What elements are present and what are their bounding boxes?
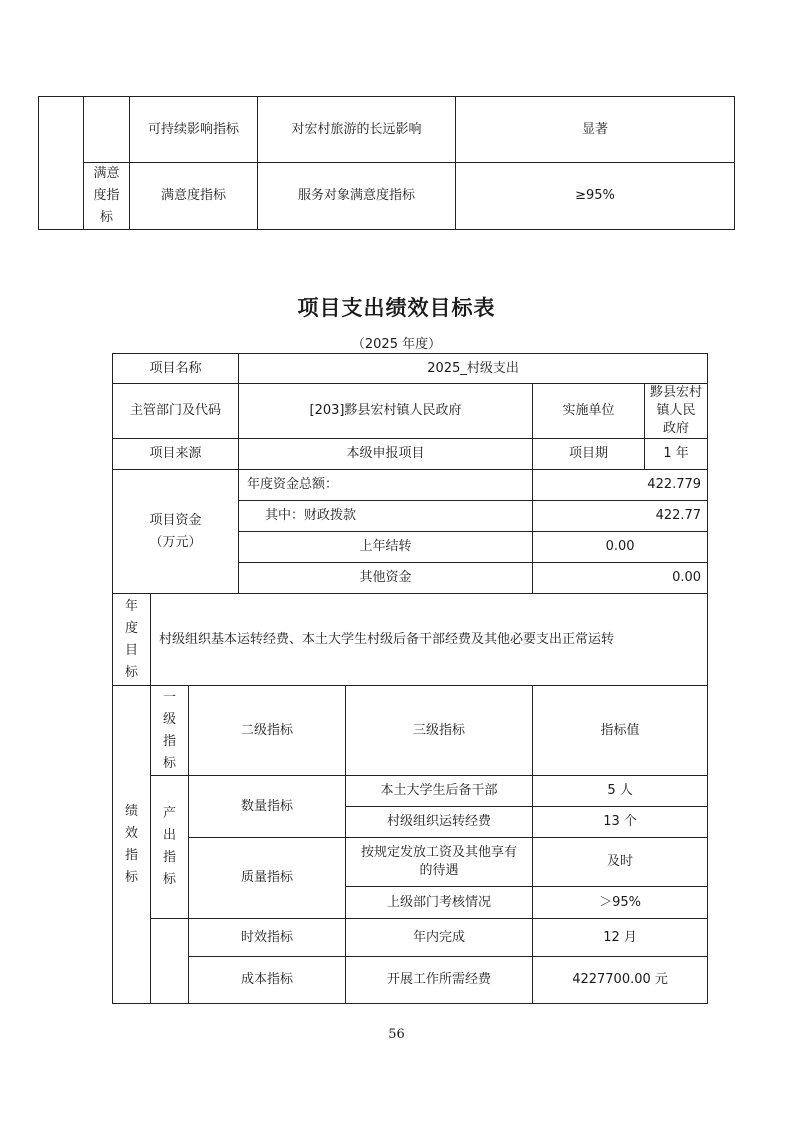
project-name-label: 项目名称 (113, 354, 239, 384)
indicator-name: 村级组织运转经费 (346, 807, 533, 838)
project-name-value: 2025_村级支出 (239, 354, 708, 384)
source-label: 项目来源 (113, 439, 239, 470)
dept-label: 主管部门及代码 (113, 384, 239, 439)
level1-header: 一 级 指 标 (151, 686, 189, 776)
level3-header: 三级指标 (346, 686, 533, 776)
fiscal-value: 422.77 (533, 501, 708, 532)
indicator-value: ＞95% (533, 887, 708, 919)
fiscal-label: 其中：财政拨款 (239, 501, 533, 532)
level2-header: 二级指标 (189, 686, 346, 776)
carryover-label: 上年结转 (239, 532, 533, 563)
annual-goal-text: 村级组织基本运转经费、本土大学生村级后备干部经费及其他必要支出正常运转 (151, 594, 708, 686)
period-label: 项目期 (533, 439, 645, 470)
indicator-level2: 满意度指标 (130, 163, 258, 230)
page-number: 56 (388, 1027, 405, 1042)
impl-unit-label: 实施单位 (533, 384, 645, 439)
page-title: 项目支出绩效目标表 (297, 296, 496, 320)
indicator-level3: 服务对象满意度指标 (258, 163, 456, 230)
indicator-value: 12 月 (533, 919, 708, 957)
carryover-value: 0.00 (533, 532, 708, 563)
blank-cell (39, 97, 84, 230)
indicator-name: 按规定发放工资及其他享有 的待遇 (346, 838, 533, 887)
output-indicator-label: 产 出 指 标 (151, 776, 189, 919)
dept-value: [203]黟县宏村镇人民政府 (239, 384, 533, 439)
period-value: 1 年 (645, 439, 708, 470)
funds-label: 项目资金 （万元） (113, 470, 239, 594)
blank-cell (151, 919, 189, 1004)
indicator-name: 开展工作所需经费 (346, 957, 533, 1004)
other-funds-value: 0.00 (533, 563, 708, 594)
funds-total-value: 422.779 (533, 470, 708, 501)
source-value: 本级申报项目 (239, 439, 533, 470)
indicator-value: 5 人 (533, 776, 708, 807)
cost-indicator-label: 成本指标 (189, 957, 346, 1004)
perf-indicator-label: 绩 效 指 标 (113, 686, 151, 1004)
satisfaction-level1-label: 满意 度指 标 (84, 163, 130, 230)
value-header: 指标值 (533, 686, 708, 776)
timeliness-indicator-label: 时效指标 (189, 919, 346, 957)
annual-goal-label: 年 度 目 标 (113, 594, 151, 686)
indicator-name: 年内完成 (346, 919, 533, 957)
indicator-value: 显著 (456, 97, 735, 163)
indicator-level3: 对宏村旅游的长远影响 (258, 97, 456, 163)
performance-target-table (112, 353, 708, 1004)
quality-indicator-label: 质量指标 (189, 838, 346, 919)
quantity-indicator-label: 数量指标 (189, 776, 346, 838)
year-caption: （2025 年度） (351, 337, 442, 352)
indicator-value: 4227700.00 元 (533, 957, 708, 1004)
indicator-name: 本土大学生后备干部 (346, 776, 533, 807)
indicator-value: 13 个 (533, 807, 708, 838)
blank-cell (84, 97, 130, 163)
continued-indicator-table (38, 96, 735, 230)
funds-total-label: 年度资金总额： (239, 470, 533, 501)
indicator-value: ≥95% (456, 163, 735, 230)
indicator-level2: 可持续影响指标 (130, 97, 258, 163)
indicator-name: 上级部门考核情况 (346, 887, 533, 919)
impl-unit-value: 黟县宏村镇人民 政府 (645, 384, 708, 439)
indicator-value: 及时 (533, 838, 708, 887)
other-funds-label: 其他资金 (239, 563, 533, 594)
